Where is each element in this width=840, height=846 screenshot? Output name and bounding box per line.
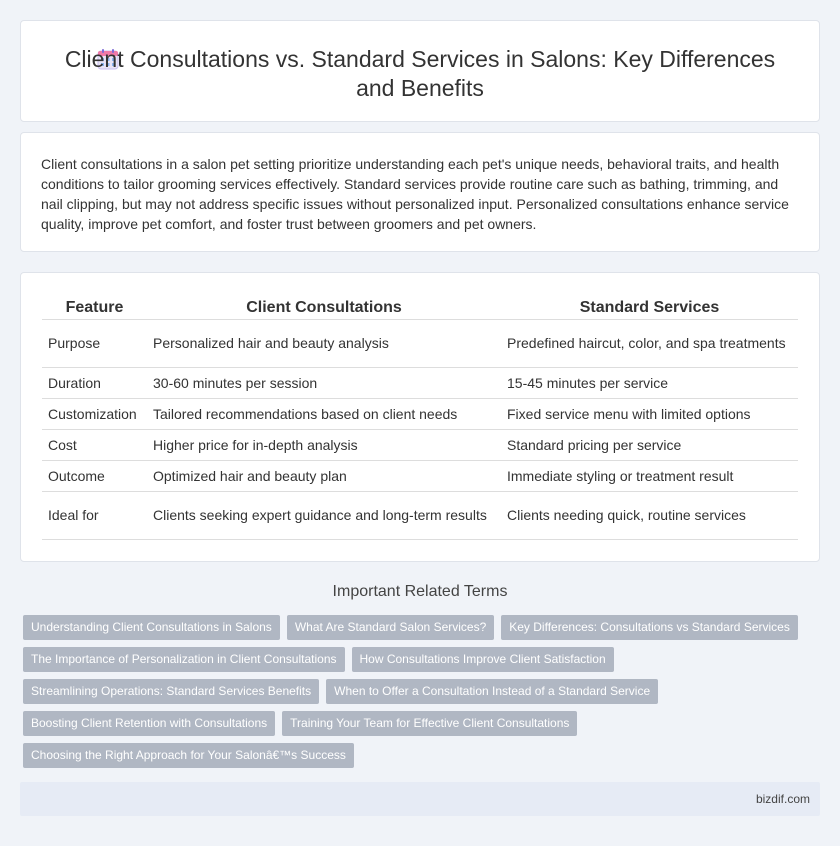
related-term-tag[interactable]: What Are Standard Salon Services? <box>287 615 494 640</box>
table-cell: Higher price for in-depth analysis <box>147 429 501 460</box>
table-cell: Standard pricing per service <box>501 429 798 460</box>
related-term-tag[interactable]: Key Differences: Consultations vs Standard Services <box>501 615 798 640</box>
table-cell: Duration <box>42 367 147 398</box>
header-card <box>20 20 820 122</box>
header-client-consultations: Client Consultations <box>147 294 501 319</box>
table-row <box>42 460 798 491</box>
footer-brand[interactable]: bizdif.com <box>755 792 810 806</box>
table-cell: Clients needing quick, routine services <box>501 491 798 539</box>
table-cell: Cost <box>42 429 147 460</box>
table-row <box>42 429 798 460</box>
related-term-tag[interactable]: How Consultations Improve Client Satisfaction <box>352 647 614 672</box>
table-row <box>42 491 798 539</box>
table-header-row <box>42 294 798 319</box>
table-row <box>42 367 798 398</box>
table-cell: Outcome <box>42 460 147 491</box>
table-cell: Tailored recommendations based on client needs <box>147 398 501 429</box>
table-cell: Clients seeking expert guidance and long-term results <box>147 491 501 539</box>
table-cell: Personalized hair and beauty analysis <box>147 319 501 367</box>
intro-card <box>20 132 820 252</box>
page-title: Client Consultations vs. Standard Services in Salons: Key Differences and Benefits <box>64 46 776 101</box>
table-row <box>42 319 798 367</box>
related-term-tag[interactable]: When to Offer a Consultation Instead of a Standard Service <box>326 679 658 704</box>
related-terms-list <box>23 615 823 775</box>
footer <box>20 782 820 816</box>
related-term-tag[interactable]: Choosing the Right Approach for Your Salonâ€™s Success <box>23 743 354 768</box>
related-term-tag[interactable]: Streamlining Operations: Standard Services Benefits <box>23 679 319 704</box>
table-cell: Ideal for <box>42 491 147 539</box>
table-cell: Customization <box>42 398 147 429</box>
table-cell: Purpose <box>42 319 147 367</box>
related-term-tag[interactable]: The Importance of Personalization in Client Consultations <box>23 647 345 672</box>
table-cell: Fixed service menu with limited options <box>501 398 798 429</box>
header-standard-services: Standard Services <box>501 294 798 319</box>
intro-paragraph: Client consultations in a salon pet setting prioritize understanding each pet's unique needs, behavioral traits, and health conditions to tailor grooming services effectively. Standard services provide routine care such as bathing, trimming, and nail clipping, but may not address specific issues without personalized input. Personalized consultations enhance service quality, improve pet comfort, and foster trust between groomers and pet owners. <box>41 156 789 232</box>
table-cell: 15-45 minutes per service <box>501 367 798 398</box>
related-term-tag[interactable]: Understanding Client Consultations in Salons <box>23 615 280 640</box>
related-term-tag[interactable]: Training Your Team for Effective Client Consultations <box>282 711 577 736</box>
table-cell: Predefined haircut, color, and spa treatments <box>501 319 798 367</box>
comparison-table <box>42 294 798 540</box>
header-feature: Feature <box>42 294 147 319</box>
table-cell: Immediate styling or treatment result <box>501 460 798 491</box>
table-row <box>42 398 798 429</box>
table-cell: 30-60 minutes per session <box>147 367 501 398</box>
table-cell: Optimized hair and beauty plan <box>147 460 501 491</box>
comparison-card <box>20 272 820 562</box>
related-terms-heading: Important Related Terms <box>332 583 508 600</box>
related-term-tag[interactable]: Boosting Client Retention with Consultations <box>23 711 275 736</box>
